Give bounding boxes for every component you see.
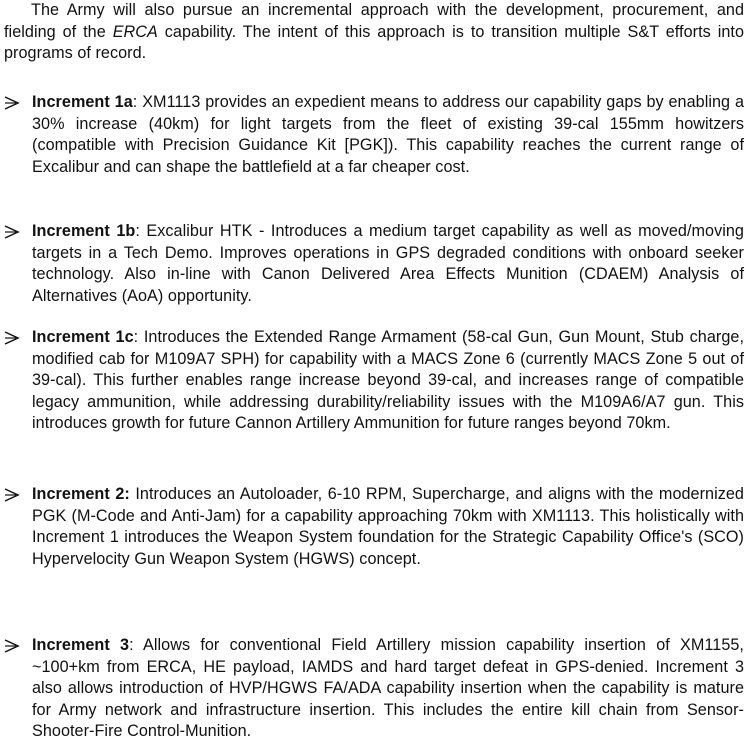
increment-1c-text: Introduces the Extended Range Armament (58-cal Gun, Gun Mount, Stub charge, modified cab for M109A7 SPH) for capability with a MACS Zone 6 (currently MACS Zone 5 out of 39-cal). This further enables range increase beyond 39-cal, and increases range of compatible legacy ammunition, while addressing durability/reliability issues with the M109A6/A7 gun. This introduces growth for future Cannon Artillery Ammunition for future ranges beyond 70km. — [32, 328, 745, 432]
intro-erca-term: ERCA — [112, 22, 158, 41]
arrow-bullet-icon — [4, 225, 20, 239]
increment-2-text: Introduces an Autoloader, 6-10 RPM, Supercharge, and aligns with the modernized PGK (M-Code and Anti-Jam) for a capability approaching 70km with XM1113. This holistically with Increment 1 introduces the Weapon System foundation for the Strategic Capability Office's (SCO) Hypervelocity Gun Weapon System (HGWS) concept. — [32, 485, 744, 568]
intro-text-after: capability. The intent of this approach is to transition multiple S&T efforts into programs of record. — [4, 22, 745, 62]
increment-3-title: Increment 3 — [32, 636, 130, 654]
increment-1a-title: Increment 1a — [32, 93, 133, 111]
increment-1c-separator: : — [133, 328, 139, 346]
increment-1c-paragraph — [32, 327, 744, 435]
arrow-bullet-icon — [4, 331, 20, 345]
increment-1a-separator: : — [132, 93, 138, 111]
arrow-bullet-icon — [4, 639, 20, 653]
increment-3-text: Allows for conventional Field Artillery mission capability insertion of XM1155, ~100+km from ERCA, HE payload, IAMDS and hard target defeat in GPS-denied. Increment 3 also allows introduction of HVP/HGWS FA/ADA capability insertion when the capability is mature for Army network and infrastructure insertion. This includes the entire kill chain from Sensor-Shooter-Fire Control-Munition. — [32, 636, 744, 740]
increment-1b-separator: : — [135, 222, 140, 240]
increment-1b-text: Excalibur HTK - Introduces a medium target capability as well as moved/moving targets in a Tech Demo. Improves operations in GPS degraded conditions with onboard seeker technology. Also in-line with Canon Delivered Area Effects Munition (CDAEM) Analysis of Alternatives (AoA) opportunity. — [32, 222, 744, 305]
increment-3-separator: : — [129, 636, 134, 654]
increment-1a-paragraph — [32, 92, 744, 178]
arrow-bullet-icon — [4, 488, 20, 502]
increment-2-title: Increment 2: — [32, 485, 130, 503]
increment-1c-item — [4, 327, 744, 435]
increment-2-paragraph — [32, 484, 744, 570]
increment-3-paragraph — [32, 635, 744, 743]
increment-3-item — [4, 635, 744, 743]
increment-1a-text: XM1113 provides an expedient means to address our capability gaps by enabling a 30% increase (40km) for light targets from the fleet of existing 39-cal 155mm howitzers (compatible with Precision Guidance Kit [PGK]). This capability reaches the current range of Excalibur and can shape the battlefield at a far cheaper cost. — [32, 93, 745, 176]
intro-text-before: The Army will also pursue an incremental approach with the development, procurement, and fielding of the — [4, 1, 744, 41]
increment-1b-paragraph — [32, 221, 744, 307]
increment-1b-title: Increment 1b — [32, 222, 136, 240]
increment-2-item — [4, 484, 744, 570]
increment-1b-item — [4, 221, 744, 307]
arrow-bullet-icon — [4, 96, 20, 110]
increment-1a-item — [4, 92, 744, 178]
document-page — [4, 0, 745, 740]
intro-paragraph — [4, 0, 744, 65]
increment-1c-title: Increment 1c — [32, 328, 134, 346]
